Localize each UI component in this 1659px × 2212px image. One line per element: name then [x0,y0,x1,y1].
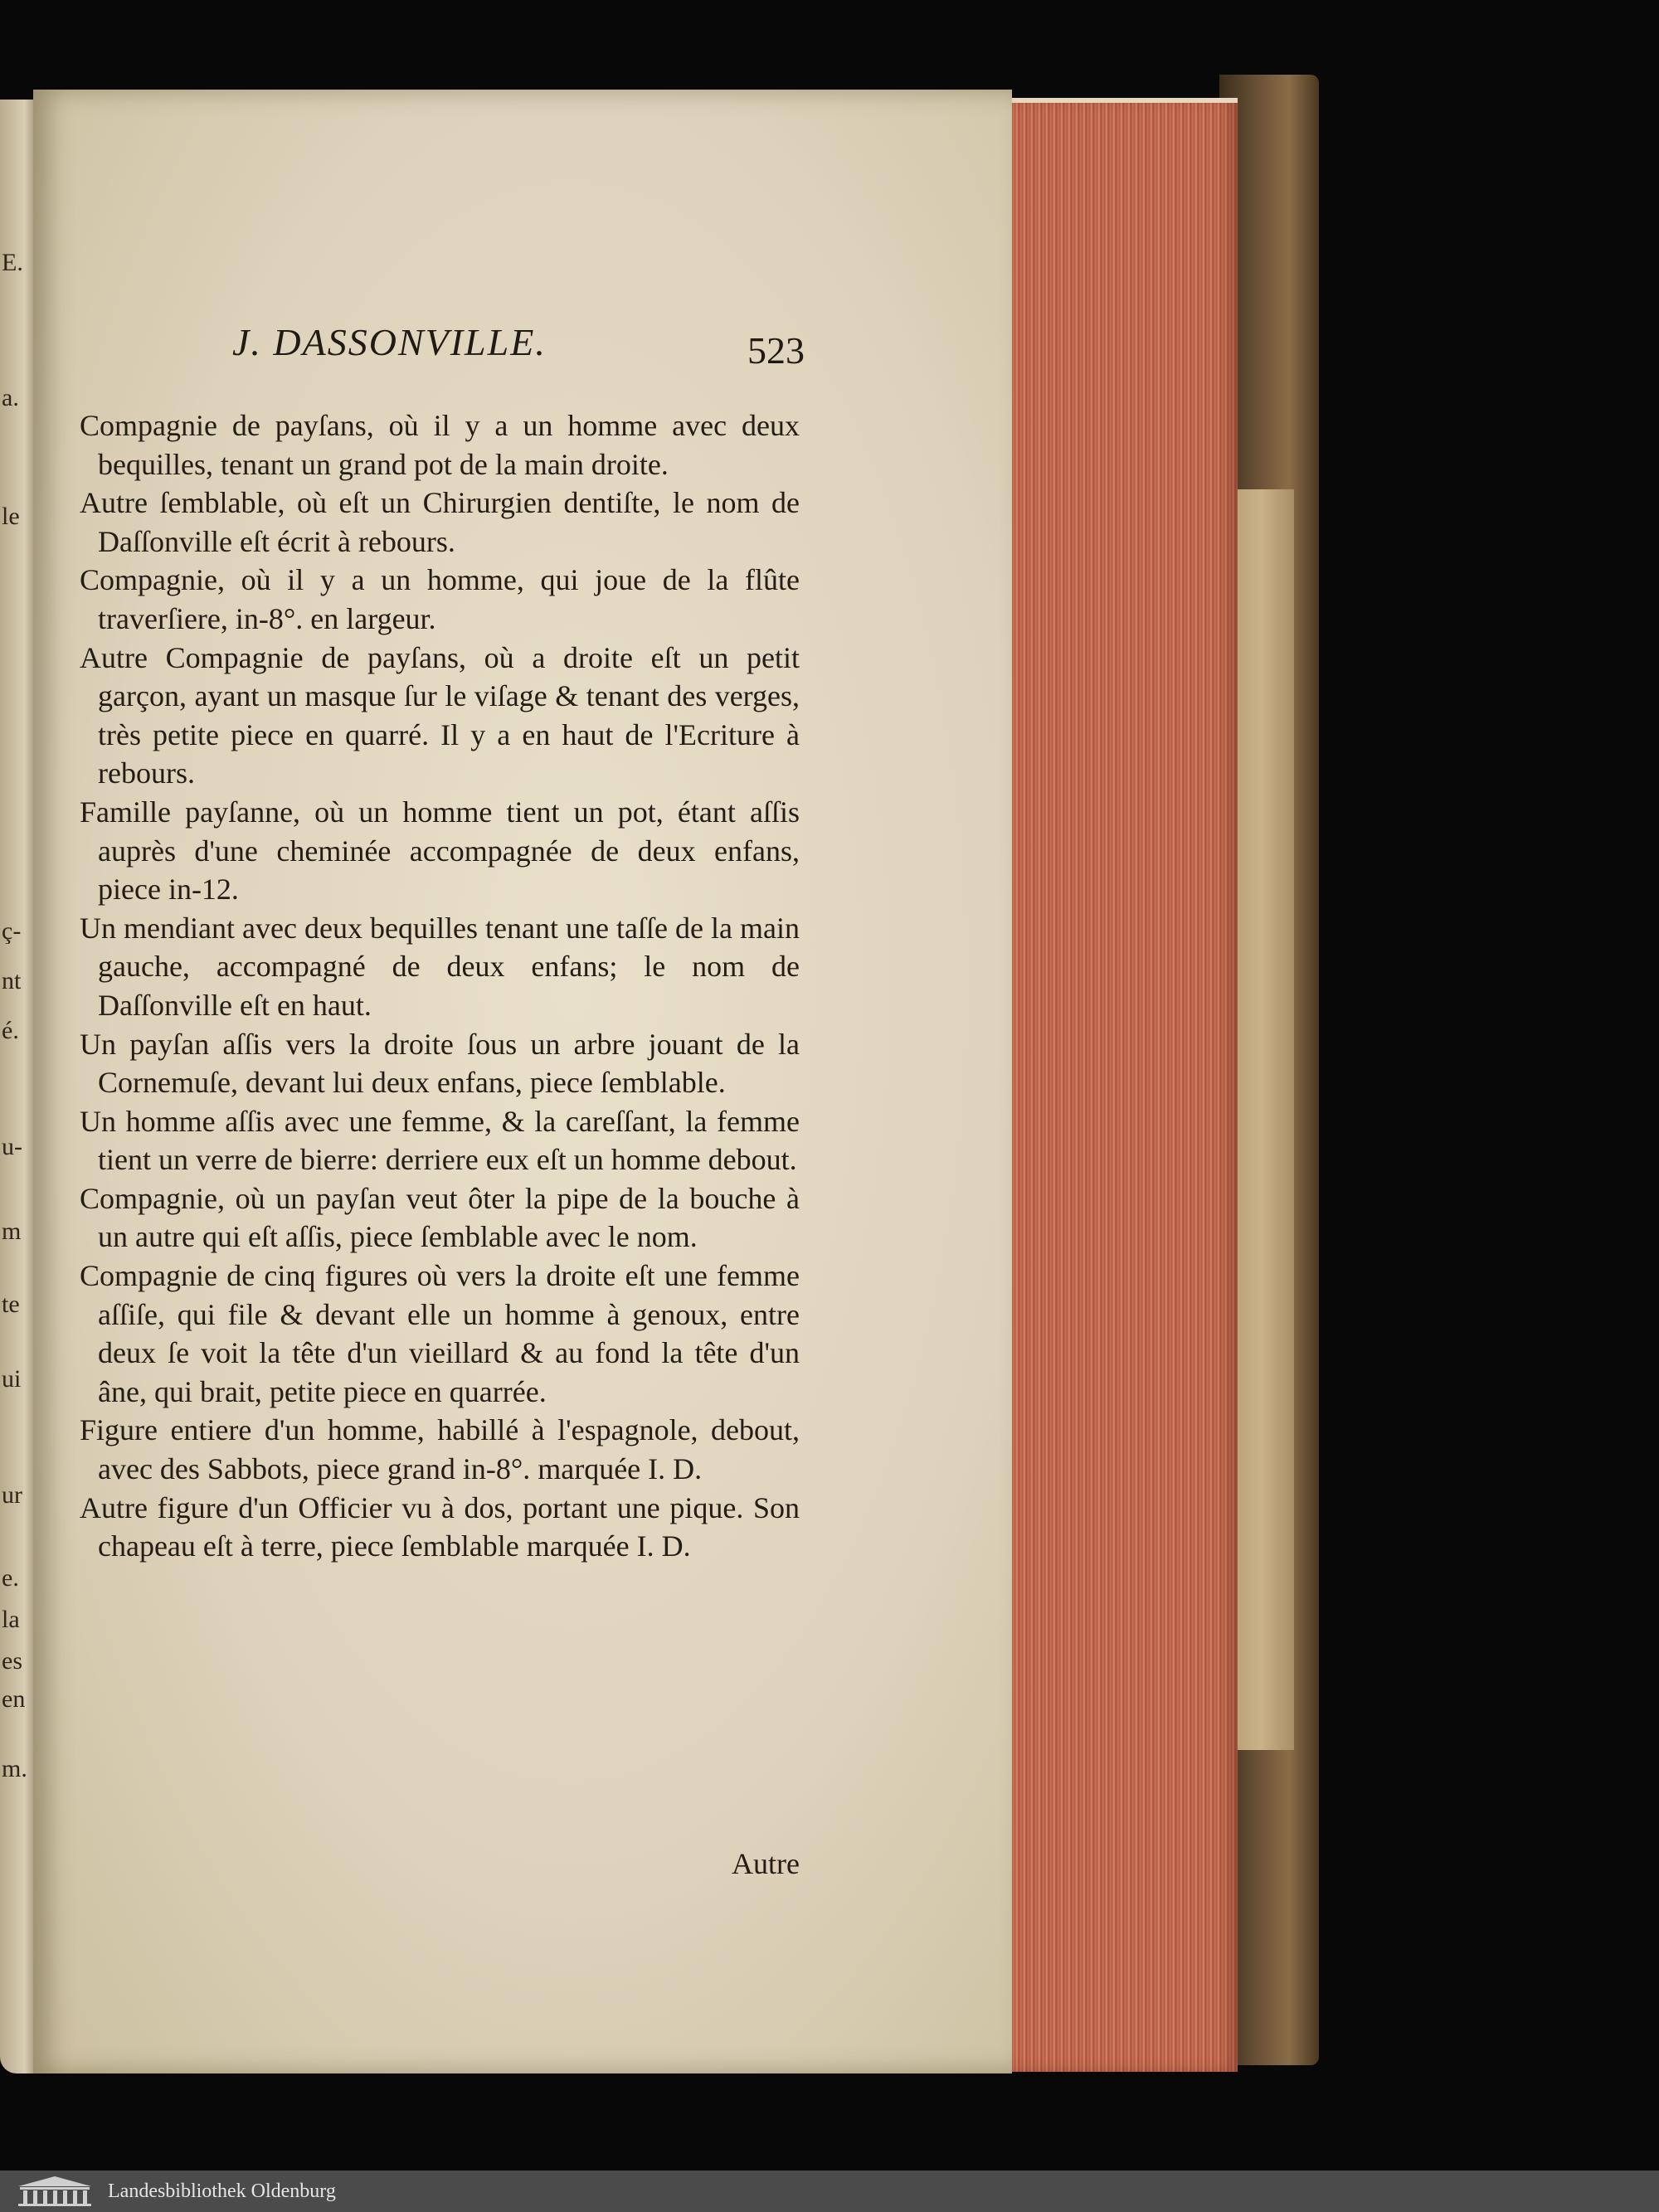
catalog-entry: Figure entiere d'un homme, habillé à l'espagnole, debout, avec des Sabbots, piece grand in-8°. marquée I. D. [80,1413,800,1486]
prev-page-fragment: é. [2,1018,19,1043]
catalog-entry: Famille payſanne, où un homme tient un pot, étant aſſis auprès d'une cheminée accompagnée de deux enfans, piece in-12. [80,795,800,907]
prev-page-fragment: m. [2,1757,27,1782]
prev-page-fragment: te [2,1292,20,1317]
catalog-entry: Compagnie de cinq figures où vers la droite eſt une femme aſſiſe, qui file & devant elle un homme à genoux, entre deux ſe voit la tête d'un vieillard & au fond la tête d'un âne, qui brait, petite piece en quarrée. [80,1259,800,1408]
catalog-entry: Compagnie de payſans, où il y a un homme avec deux bequilles, tenant un grand pot de la main droite. [80,409,800,481]
prev-page-fragment: e. [2,1566,19,1591]
page-edges [1005,98,1238,2072]
catalog-entry: Autre figure d'un Officier vu à dos, portant une pique. Son chapeau eſt à terre, piece ſemblable marquée I. D. [80,1490,800,1563]
prev-page-fragment: ur [2,1483,22,1508]
prev-page-fragment: es [2,1649,22,1674]
catalog-entry: Compagnie, où il y a un homme, qui joue de la flûte traverſiere, in-8°. en largeur. [80,563,800,635]
page-number: 523 [747,329,805,372]
library-name: Landesbibliothek Oldenburg [108,2180,336,2202]
prev-page-fragment: ui [2,1367,22,1392]
catalog-entry: Un payſan aſſis vers la droite ſous un arbre jouant de la Cornemuſe, devant lui deux enfans, piece ſemblable. [80,1027,800,1100]
prev-page-fragment: u- [2,1135,22,1159]
prev-page-fragment: ç- [2,919,22,944]
prev-page-fragment: nt [2,969,22,994]
prev-page-fragment: la [2,1607,20,1632]
catchword: Autre [732,1847,800,1880]
running-header: J. DASSONVILLE. [232,321,547,363]
prev-page-fragment: en [2,1687,26,1712]
page-edges-top [1005,98,1238,103]
page-text [80,406,800,1566]
catalog-entry: Autre ſemblable, où eſt un Chirurgien dentiſte, le nom de Daſſonville eſt écrit à rebours. [80,486,800,558]
prev-page-fragment: E. [2,250,23,275]
prev-page-fragment: a. [2,386,19,411]
book-board [1228,489,1294,1750]
library-building-icon [13,2175,96,2208]
prev-page-fragment: le [2,504,20,529]
catalog-entry: Un mendiant avec deux bequilles tenant une taſſe de la main gauche, accompagné de deux enfans; le nom de Daſſonville eſt en haut. [80,911,800,1022]
book-page [33,90,1012,2073]
catalog-entry: Compagnie, où un payſan veut ôter la pipe de la bouche à un autre qui eſt aſſis, piece ſemblable avec le nom. [80,1181,800,1254]
catalog-entry: Autre Compagnie de payſans, où a droite eſt un petit garçon, ayant un masque ſur le viſage & tenant des verges, très petite piece en quarré. Il y a en haut de l'Ecriture à rebours. [80,640,800,790]
catalog-entry: Un homme aſſis avec une femme, & la careſſant, la femme tient un verre de bierre: derriere eux eſt un homme debout. [80,1104,800,1177]
prev-page-fragment: m [2,1219,22,1244]
